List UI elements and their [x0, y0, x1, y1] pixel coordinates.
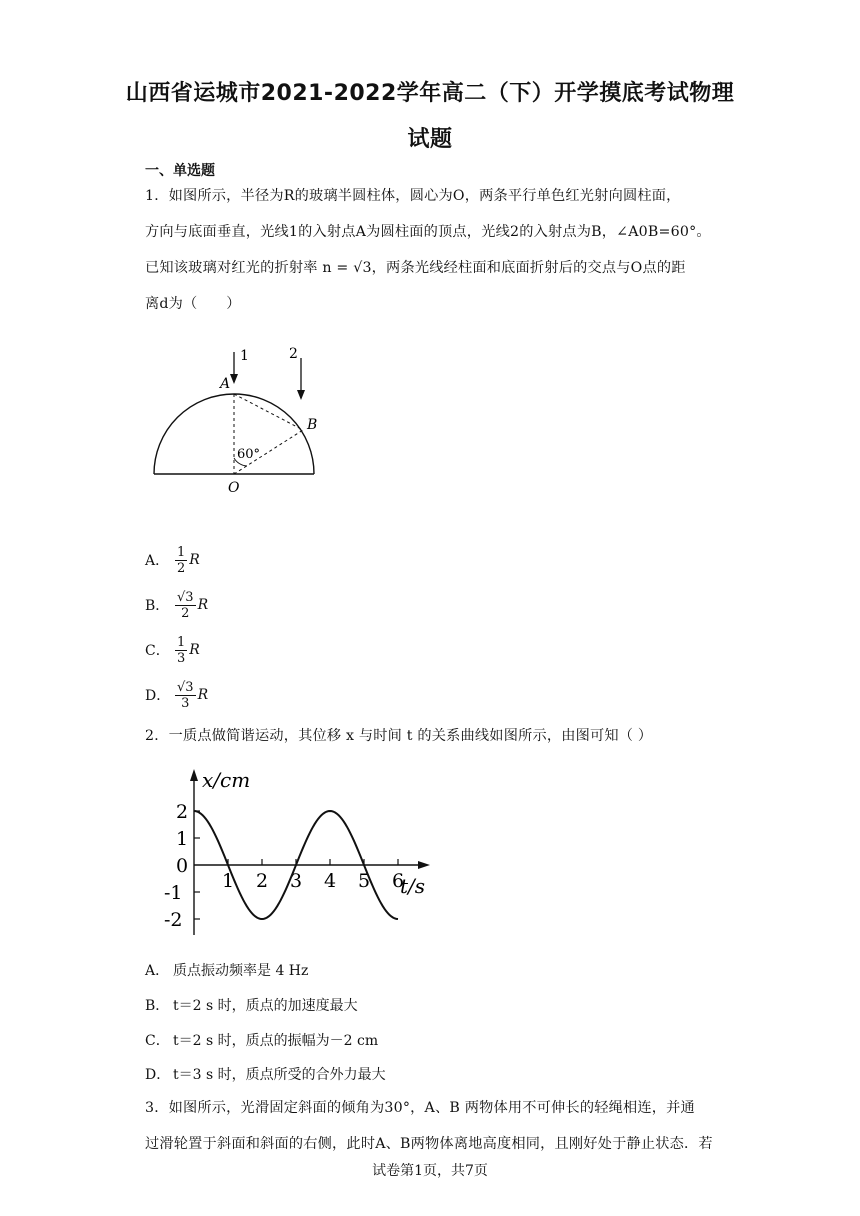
q1-line-1: 1．如图所示，半径为R的玻璃半圆柱体，圆心为O，两条平行单色红光射向圆柱面，	[145, 188, 681, 204]
q1-option-b[interactable]: B． $\frac{√3}{2}$ R	[145, 589, 209, 621]
point-B-label: B	[307, 417, 318, 433]
x-tick-label: 2	[256, 870, 269, 892]
y-axis-label: x/cm	[202, 768, 251, 792]
q2-option-b[interactable]: B． t＝2 s 时，质点的加速度最大	[145, 998, 358, 1014]
angle-label: 60°	[237, 447, 261, 462]
q2-option-a[interactable]: A． 质点振动频率是 4 Hz	[145, 963, 309, 979]
q1-option-c[interactable]: C． $\frac{1}{3}$ R	[145, 634, 200, 666]
y-axis-arrow	[190, 769, 198, 781]
q1-option-d[interactable]: D． $\frac{√3}{3}$ R	[145, 679, 209, 711]
y-tick-label: -2	[164, 909, 183, 931]
y-tick-label: 2	[176, 801, 189, 823]
y-tick-label: -1	[164, 882, 183, 904]
x-tick-label: 6	[392, 870, 405, 892]
q3-line-1: 3．如图所示，光滑固定斜面的倾角为30°，A、B 两物体用不可伸长的轻绳相连，并通	[145, 1100, 695, 1116]
q1-line-2: 方向与底面垂直，光线1的入射点A为圆柱面的顶点，光线2的入射点为B，∠A0B=60°。	[145, 224, 711, 240]
section-heading: 一、单选题	[145, 163, 215, 179]
y-tick-label: 0	[176, 855, 189, 877]
ray-2-arrow	[297, 390, 305, 400]
q1-option-a[interactable]: A． $\frac{1}{2}$ R	[145, 544, 200, 576]
x-tick-label: 5	[358, 870, 371, 892]
x-tick-label: 4	[324, 870, 337, 892]
ray-2-label: 2	[289, 346, 298, 362]
question-2-stem: 2．一质点做简谐运动，其位移 x 与时间 t 的关系曲线如图所示，由图可知（ ）	[145, 728, 653, 744]
q1-line-3: 已知该玻璃对红光的折射率 n = √3，两条光线经柱面和底面折射后的交点与O点的距	[145, 260, 686, 276]
chord-AB	[234, 394, 303, 430]
x-axis-arrow	[418, 861, 430, 869]
x-axis-label: t/s	[400, 874, 426, 898]
page-title-cont: 试题	[407, 127, 453, 152]
page-title: 山西省运城市2021-2022学年高二（下）开学摸底考试物理	[125, 81, 735, 106]
semicircle-figure	[148, 340, 328, 500]
question-3-stem	[145, 1090, 720, 1162]
point-A-label: A	[220, 376, 231, 392]
ray-1-label: 1	[240, 348, 249, 364]
page-footer: 试卷第1页，共7页	[372, 1163, 488, 1179]
x-tick-label: 3	[290, 870, 303, 892]
question-1-stem	[145, 178, 720, 322]
point-O-label: O	[228, 480, 240, 496]
ray-1-arrow	[230, 374, 238, 384]
q2-option-c[interactable]: C． t＝2 s 时，质点的振幅为－2 cm	[145, 1033, 379, 1049]
shm-chart	[160, 765, 440, 945]
q2-option-d[interactable]: D． t＝3 s 时，质点所受的合外力最大	[145, 1067, 386, 1083]
x-tick-label: 1	[222, 870, 235, 892]
q1-line-4: 离d为（ ）	[145, 296, 241, 312]
y-tick-label: 1	[176, 828, 189, 850]
q3-line-2: 过滑轮置于斜面和斜面的右侧，此时A、B两物体离地高度相同，且刚好处于静止状态．若	[145, 1136, 713, 1152]
